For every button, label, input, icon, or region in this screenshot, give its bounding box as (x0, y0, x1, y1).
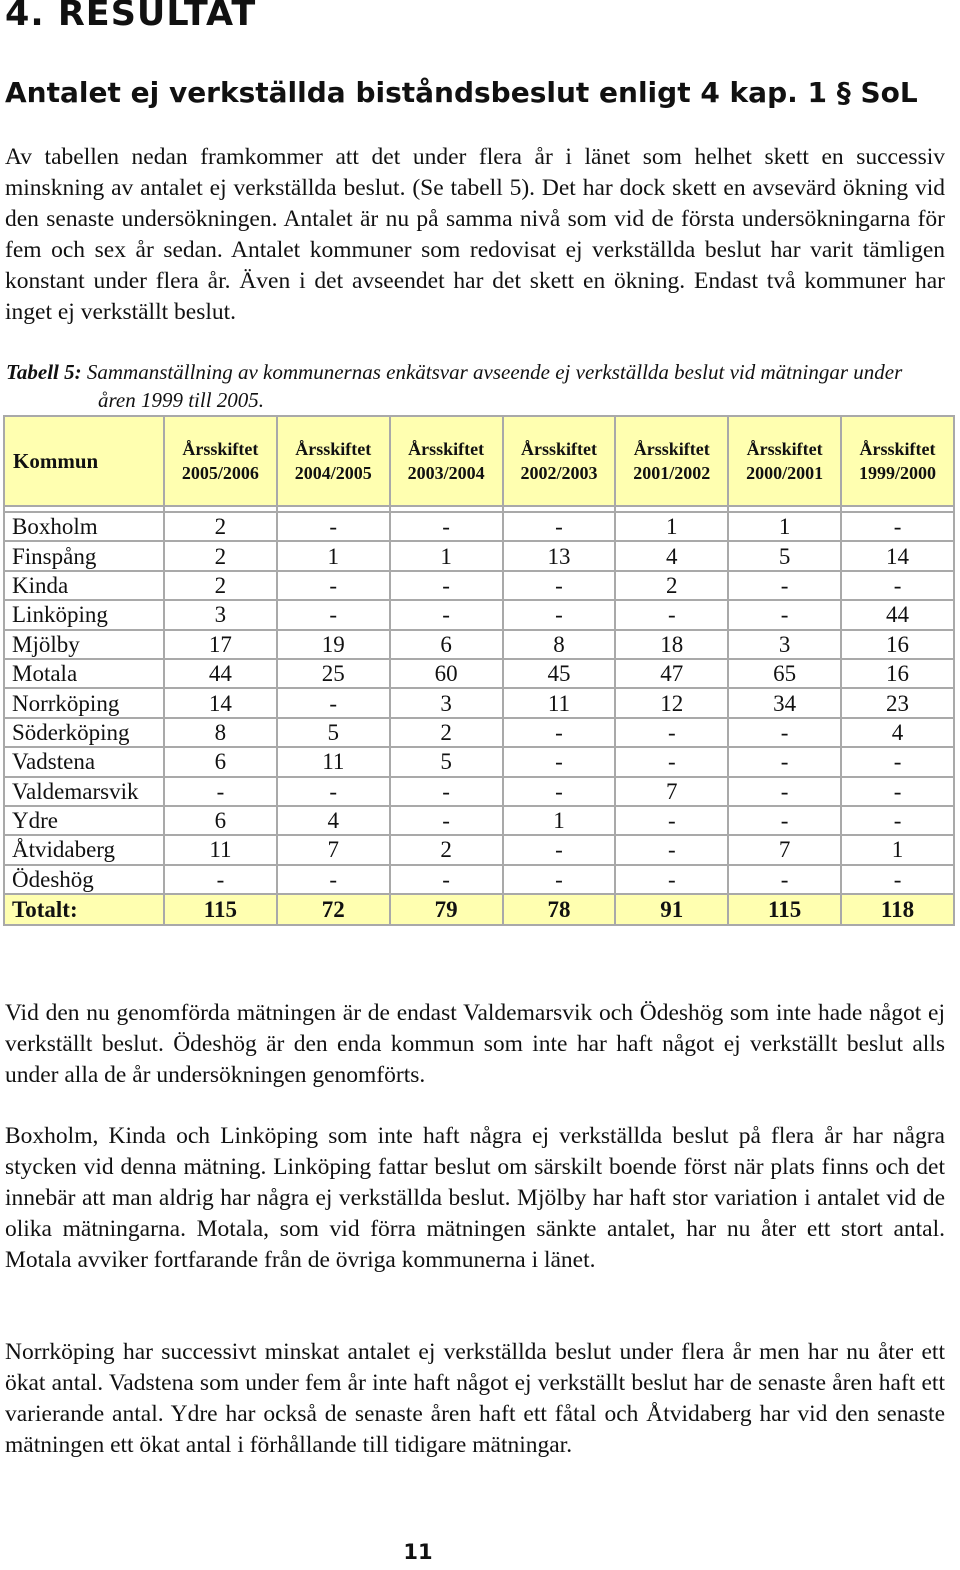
header-year (729, 417, 840, 505)
table-cell: - (391, 513, 502, 540)
table-cell: - (616, 836, 727, 863)
table-row (5, 778, 953, 805)
header-year-word: Årsskiftet (746, 439, 823, 459)
municipality-name: Ödeshög (5, 866, 163, 893)
header-year-value: 2001/2002 (633, 463, 711, 483)
table-cell: - (504, 748, 615, 775)
table-cell: - (504, 601, 615, 628)
table-caption-text-line2: åren 1999 till 2005. (98, 388, 265, 412)
table-cell: 45 (504, 660, 615, 687)
table-cell: - (278, 778, 389, 805)
table-cell: 1 (842, 836, 953, 863)
municipality-name: Boxholm (5, 513, 163, 540)
table-cell: - (842, 866, 953, 893)
table-cell: 4 (278, 807, 389, 834)
table-cell: - (729, 807, 840, 834)
page-number: 11 (403, 1540, 433, 1564)
table-cell: 25 (278, 660, 389, 687)
table-row (5, 836, 953, 863)
table-cell: - (616, 748, 727, 775)
header-year-word: Årsskiftet (859, 439, 936, 459)
table-cell: 2 (391, 719, 502, 746)
table-cell: - (391, 807, 502, 834)
table-cell: 1 (504, 807, 615, 834)
table-header-row (5, 417, 953, 505)
table-cell: - (278, 866, 389, 893)
table-cell: 1 (278, 542, 389, 569)
table-cell: - (504, 836, 615, 863)
total-value: 78 (504, 895, 615, 924)
total-value: 118 (842, 895, 953, 924)
table-cell: 14 (165, 689, 276, 716)
table-cell: - (616, 601, 727, 628)
table-cell: - (504, 719, 615, 746)
table-cell: - (729, 601, 840, 628)
table-cell: 19 (278, 631, 389, 658)
table-cell: 7 (729, 836, 840, 863)
table-cell: 6 (165, 748, 276, 775)
table-cell: - (504, 778, 615, 805)
table-row (5, 572, 953, 599)
table-row (5, 601, 953, 628)
table-row (5, 542, 953, 569)
table-cell: 11 (165, 836, 276, 863)
table-cell: 3 (729, 631, 840, 658)
table-cell: - (165, 778, 276, 805)
page-heading: 4. RESULTAT (5, 0, 257, 34)
municipality-name: Linköping (5, 601, 163, 628)
body-paragraph: Norrköping har successivt minskat antalet ej verkställda beslut under flera år men har nu åter ett ökat antal. Vadstena som under fem år inte haft något ej verkställt beslut har de senaste åren haft ett varierande antal. Ydre har också de senaste åren haft ett fåtal och Åtvidaberg har vid den senaste mätningen ett ökat antal i förhållande till tidigare mätningar. (5, 1339, 945, 1458)
table-cell: 11 (504, 689, 615, 716)
table-row (5, 719, 953, 746)
table-cell: - (391, 601, 502, 628)
table-cell: 7 (616, 778, 727, 805)
header-year-value: 2004/2005 (294, 463, 372, 483)
table-cell: 65 (729, 660, 840, 687)
table-row (5, 866, 953, 893)
table-cell: - (729, 719, 840, 746)
total-value: 79 (391, 895, 502, 924)
table-caption-label: Tabell 5: (6, 360, 82, 384)
table-cell: - (391, 572, 502, 599)
table-cell: 5 (391, 748, 502, 775)
table-cell: 1 (616, 513, 727, 540)
table-cell: - (842, 748, 953, 775)
table-cell: 13 (504, 542, 615, 569)
header-year-word: Årsskiftet (633, 439, 710, 459)
municipality-name: Ydre (5, 807, 163, 834)
table-cell: 5 (278, 719, 389, 746)
table-cell: 1 (391, 542, 502, 569)
intro-paragraph: Av tabellen nedan framkommer att det under flera år i länet som helhet skett en successiv minskning av antalet ej verkställda beslut. (Se tabell 5). Det har dock skett en avsevärd ökning vid den senaste undersökningen. Antalet är nu på samma nivå som vid de första undersökningarna för fem och sex år sedan. Antalet kommuner som redovisat ej verkställda beslut har varit tämligen konstant under flera år. Även i det avseendet har det skett en ökning. Endast två kommuner har inget ej verkställt beslut. (5, 144, 945, 325)
table-row (5, 807, 953, 834)
spacer-cell (391, 507, 502, 511)
table-cell: 47 (616, 660, 727, 687)
table-cell: 23 (842, 689, 953, 716)
table-cell: - (504, 572, 615, 599)
table-cell: 4 (616, 542, 727, 569)
table-row (5, 660, 953, 687)
table-cell: - (729, 866, 840, 893)
table-cell: 5 (729, 542, 840, 569)
spacer-cell (842, 507, 953, 511)
municipality-name: Motala (5, 660, 163, 687)
table-cell: 4 (842, 719, 953, 746)
table-cell: - (616, 719, 727, 746)
table-cell: 44 (842, 601, 953, 628)
table-cell: 6 (391, 631, 502, 658)
table-cell: - (504, 866, 615, 893)
table-cell: 7 (278, 836, 389, 863)
table-cell: - (842, 778, 953, 805)
table-cell: - (504, 513, 615, 540)
header-year-word: Årsskiftet (520, 439, 597, 459)
table-cell: 3 (165, 601, 276, 628)
table-cell: 2 (391, 836, 502, 863)
table-cell: - (729, 572, 840, 599)
table-cell: - (278, 601, 389, 628)
table-cell: - (842, 807, 953, 834)
municipality-name: Söderköping (5, 719, 163, 746)
header-year-value: 2002/2003 (520, 463, 598, 483)
table-cell: 44 (165, 660, 276, 687)
header-year-value: 2003/2004 (407, 463, 485, 483)
municipality-name: Vadstena (5, 748, 163, 775)
table-cell: 8 (165, 719, 276, 746)
table-spacer-row (5, 507, 953, 511)
spacer-cell (616, 507, 727, 511)
header-year-value: 2000/2001 (746, 463, 824, 483)
table-cell: 12 (616, 689, 727, 716)
table-row (5, 513, 953, 540)
table-row (5, 689, 953, 716)
table-total-row (5, 895, 953, 924)
table-cell: - (391, 778, 502, 805)
table-cell: 8 (504, 631, 615, 658)
spacer-cell (165, 507, 276, 511)
table-row (5, 748, 953, 775)
municipality-name: Finspång (5, 542, 163, 569)
total-value: 115 (165, 895, 276, 924)
table-cell: - (165, 866, 276, 893)
header-year (504, 417, 615, 505)
header-kommun: Kommun (5, 417, 163, 505)
table-cell: 60 (391, 660, 502, 687)
total-label: Totalt: (5, 895, 163, 924)
table-cell: 2 (165, 572, 276, 599)
table-cell: - (842, 572, 953, 599)
table-caption (6, 358, 936, 414)
spacer-cell (278, 507, 389, 511)
table-cell: - (729, 748, 840, 775)
municipality-name: Norrköping (5, 689, 163, 716)
table-body (5, 513, 953, 924)
table-cell: - (729, 778, 840, 805)
total-value: 91 (616, 895, 727, 924)
table-cell: 18 (616, 631, 727, 658)
section-heading: Antalet ej verkställda biståndsbeslut enligt 4 kap. 1 § SoL (5, 76, 918, 109)
header-year (165, 417, 276, 505)
table-cell: - (278, 513, 389, 540)
table-cell: - (842, 513, 953, 540)
table-cell: - (278, 689, 389, 716)
table-row (5, 631, 953, 658)
results-table (3, 415, 955, 926)
table-cell: 3 (391, 689, 502, 716)
header-year (616, 417, 727, 505)
table-cell: 1 (729, 513, 840, 540)
table-cell: - (616, 807, 727, 834)
body-paragraph: Vid den nu genomförda mätningen är de endast Valdemarsvik och Ödeshög som inte hade något ej verkställt beslut. Ödeshög är den enda kommun som inte har haft något ej verkställt beslut alls under alla de år undersökningen genomförts. (5, 1000, 945, 1088)
header-year-word: Årsskiftet (295, 439, 372, 459)
table-cell: 2 (165, 542, 276, 569)
spacer-cell (729, 507, 840, 511)
total-value: 72 (278, 895, 389, 924)
table-cell: 16 (842, 631, 953, 658)
header-year-value: 2005/2006 (181, 463, 259, 483)
header-year-word: Årsskiftet (408, 439, 485, 459)
header-year (278, 417, 389, 505)
table-cell: - (278, 572, 389, 599)
body-paragraph: Boxholm, Kinda och Linköping som inte haft några ej verkställda beslut på flera år har några stycken vid denna mätning. Linköping fattar beslut om särskilt boende först när plats finns och det innebär att man aldrig har några ej verkställda beslut. Mjölby har haft stor variation i antalet vid de olika mätningarna. Motala, som vid förra mätningen sänkte antalet, har nu åter ett stort antal. Motala avviker fortfarande från de övriga kommunerna i länet. (5, 1123, 945, 1273)
municipality-name: Mjölby (5, 631, 163, 658)
table-cell: - (616, 866, 727, 893)
municipality-name: Åtvidaberg (5, 836, 163, 863)
table-cell: 17 (165, 631, 276, 658)
total-value: 115 (729, 895, 840, 924)
table-cell: 6 (165, 807, 276, 834)
table-cell: 14 (842, 542, 953, 569)
header-year-word: Årsskiftet (182, 439, 259, 459)
table-cell: 2 (165, 513, 276, 540)
table-cell: 11 (278, 748, 389, 775)
header-year (391, 417, 502, 505)
table-cell: 16 (842, 660, 953, 687)
header-year-value: 1999/2000 (859, 463, 937, 483)
municipality-name: Valdemarsvik (5, 778, 163, 805)
header-year (842, 417, 953, 505)
table-cell: 2 (616, 572, 727, 599)
municipality-name: Kinda (5, 572, 163, 599)
table-caption-text: Sammanställning av kommunernas enkätsvar avseende ej verkställda beslut vid mätningar under (86, 360, 903, 384)
spacer-cell (504, 507, 615, 511)
table-cell: - (391, 866, 502, 893)
table-cell: 34 (729, 689, 840, 716)
spacer-cell (5, 507, 163, 511)
